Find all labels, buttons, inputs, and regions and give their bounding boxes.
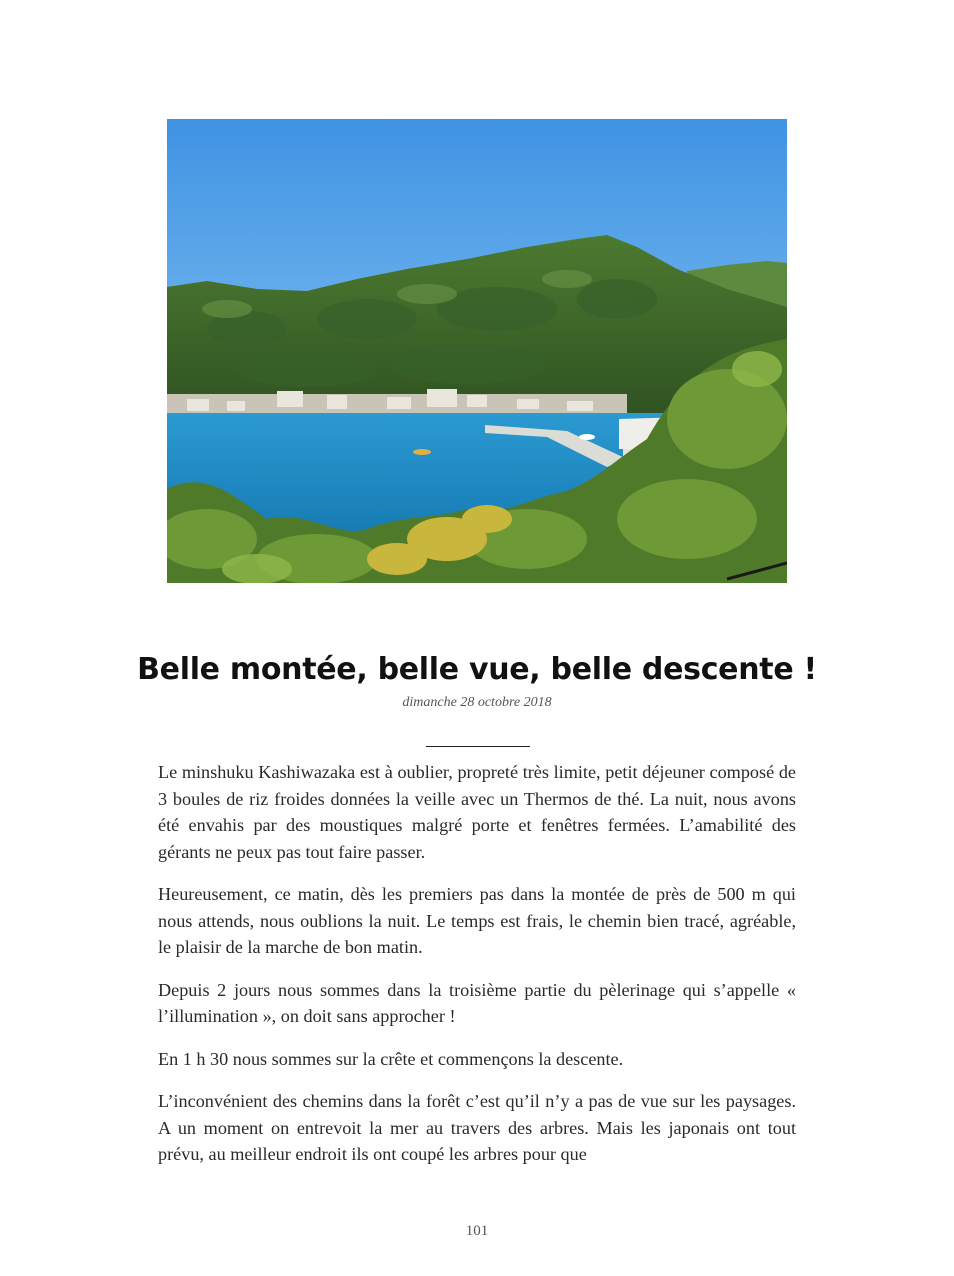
article-body <box>158 759 796 1184</box>
paragraph: En 1 h 30 nous sommes sur la crête et commençons la descente. <box>158 1048 624 1069</box>
bay-photo <box>167 119 787 583</box>
page-number: 101 <box>465 1223 489 1239</box>
paragraph: Depuis 2 jours nous sommes dans la troisième partie du pèlerinage qui s’appelle « l’illumination », on doit sans approcher ! <box>158 979 796 1026</box>
article-date: dimanche 28 octobre 2018 <box>402 695 552 710</box>
article-title: Belle montée, belle vue, belle descente ! <box>137 652 817 687</box>
paragraph: Heureusement, ce matin, dès les premiers pas dans la montée de près de 500 m qui nous attends, nous oublions la nuit. Le temps est frais, le chemin bien tracé, agréable, le plaisir de la marche de bon matin. <box>158 884 796 957</box>
paragraph: L’inconvénient des chemins dans la forêt c’est qu’il n’y a pas de vue sur les paysages. A un moment on entrevoit la mer au travers des arbres. Mais les japonais ont tout prévu, au meilleur endroit ils ont coupé les arbres pour que <box>158 1091 796 1164</box>
divider <box>426 746 530 747</box>
paragraph: Le minshuku Kashiwazaka est à oublier, propreté très limite, petit déjeuner composé de 3 boules de riz froides données la veille avec un Thermos de thé. La nuit, nous avons été envahis par des moustiques malgré porte et fenêtres fermées. L’amabilité des gérants ne peux pas tout faire passer. <box>158 762 796 862</box>
